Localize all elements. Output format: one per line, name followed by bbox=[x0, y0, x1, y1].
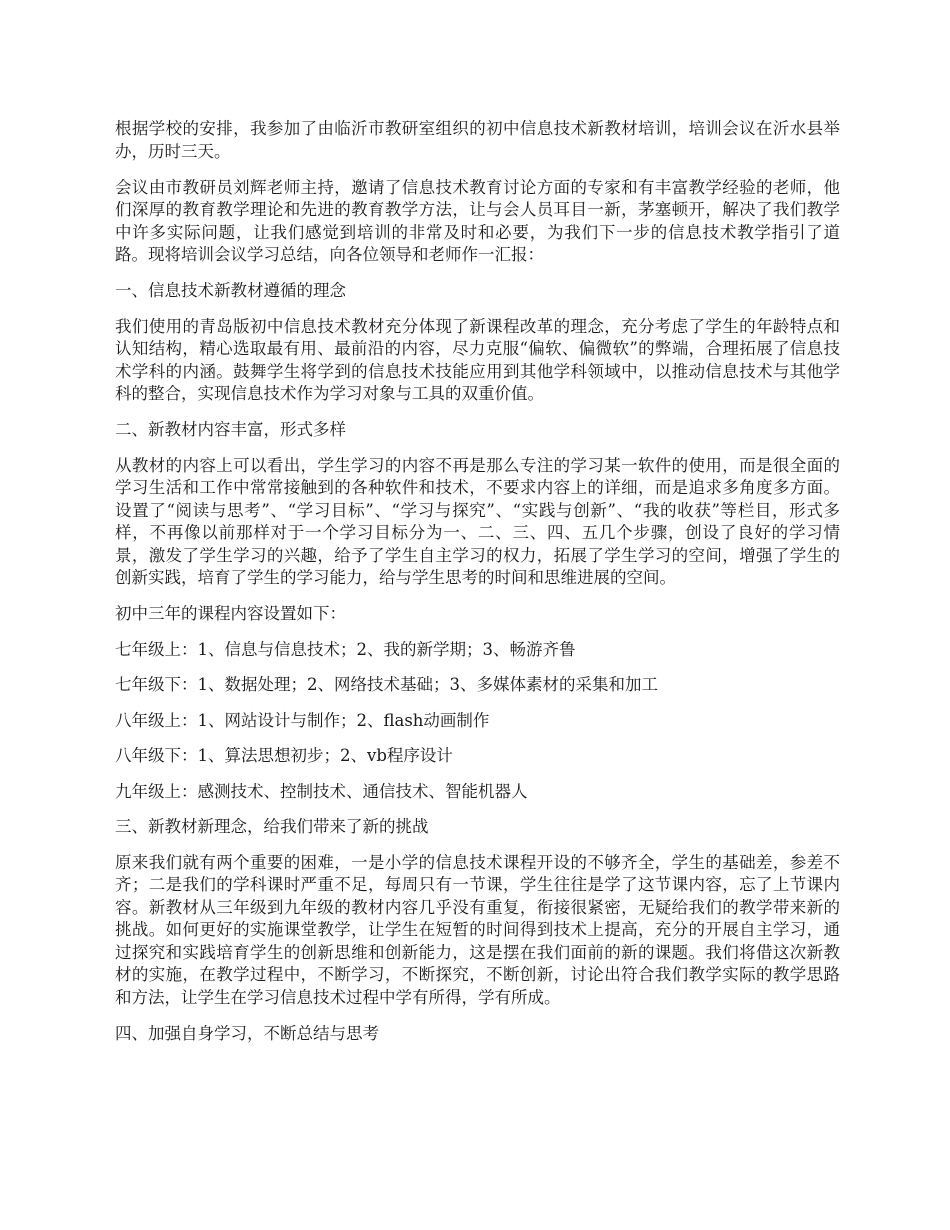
curriculum-intro: 初中三年的课程内容设置如下： bbox=[115, 604, 346, 623]
section-heading-2: 二、新教材内容丰富，形式多样 bbox=[115, 420, 346, 439]
document-body bbox=[115, 118, 840, 1058]
section-heading-3: 三、新教材新理念，给我们带来了新的挑战 bbox=[115, 817, 429, 836]
paragraph-philosophy: 我们使用的青岛版初中信息技术教材充分体现了新课程改革的理念，充分考虑了学生的年龄特点和认知结构，精心选取最有用、最前沿的内容，尽力克服“偏软、偏微软”的弊端，合理拓展了信息技术学科的内涵。鼓舞学生将学到的信息技术技能应用到其他学科领域中，以推动信息技术与其他学科的整合，实现信息技术作为学习对象与工具的双重价值。 bbox=[115, 316, 840, 403]
paragraph-intro: 根据学校的安排，我参加了由临沂市教研室组织的初中信息技术新教材培训，培训会议在沂水县举办，历时三天。 bbox=[115, 119, 840, 161]
curriculum-item-grade9-first: 九年级上：感测技术、控制技术、通信技术、智能机器人 bbox=[115, 781, 528, 801]
paragraph-content: 从教材的内容上可以看出，学生学习的内容不再是那么专注的学习某一软件的使用，而是很全面的学习生活和工作中常常接触到的各种软件和技术，不要求内容上的详细，而是追求多角度多方面。设置了“阅读与思考”、“学习目标”、“学习与探究”、“实践与创新”、“我的收获”等栏目，形式多样，不再像以前那样对于一个学习目标分为一、二、三、四、五几个步骤，创设了良好的学习情景，激发了学生学习的兴趣，给予了学生自主学习的权力，拓展了学生学习的空间，增强了学生的创新实践，培育了学生的学习能力，给与学生思考的时间和思维进展的空间。 bbox=[115, 455, 840, 587]
section-heading-4: 四、加强自身学习，不断总结与思考 bbox=[115, 1023, 379, 1043]
curriculum-item-grade8-first: 八年级上：1、网站设计与制作；2、flash动画制作 bbox=[115, 710, 490, 730]
curriculum-item-grade7-second: 七年级下：1、数据处理；2、网络技术基础；3、多媒体素材的采集和加工 bbox=[115, 675, 658, 694]
curriculum-item-grade8-second: 八年级下：1、算法思想初步；2、vb程序设计 bbox=[115, 746, 453, 765]
section-heading-1: 一、信息技术新教材遵循的理念 bbox=[115, 281, 346, 300]
paragraph-challenges: 原来我们就有两个重要的困难，一是小学的信息技术课程开设的不够齐全，学生的基础差，参差不齐；二是我们的学科课时严重不足，每周只有一节课，学生往往是学了这节课内容，忘了上节课内容。新教材从三年级到九年级的教材内容几乎没有重复，衔接很紧密，无疑给我们的教学带来新的挑战。如何更好的实施课堂教学，让学生在短暂的时间得到技术上提高，充分的开展自主学习，通过探究和实践培育学生的创新思维和创新能力，这是摆在我们面前的新的课题。我们将借这次新教材的实施，在教学过程中，不断学习，不断探究，不断创新，讨论出符合我们教学实际的教学思路和方法，让学生在学习信息技术过程中学有所得，学有所成。 bbox=[115, 852, 840, 1007]
paragraph-meeting: 会议由市教研员刘辉老师主持，邀请了信息技术教育讨论方面的专家和有丰富教学经验的老师，他们深厚的教育教学理论和先进的教育教学方法，让与会人员耳目一新，茅塞顿开，解决了我们教学中许多实际问题，让我们感觉到培训的非常及时和必要，为我们下一步的信息技术教学指引了道路。现将培训会议学习总结，向各位领导和老师作一汇报： bbox=[115, 177, 840, 264]
curriculum-item-grade7-first: 七年级上：1、信息与信息技术；2、我的新学期；3、畅游齐鲁 bbox=[115, 639, 576, 659]
